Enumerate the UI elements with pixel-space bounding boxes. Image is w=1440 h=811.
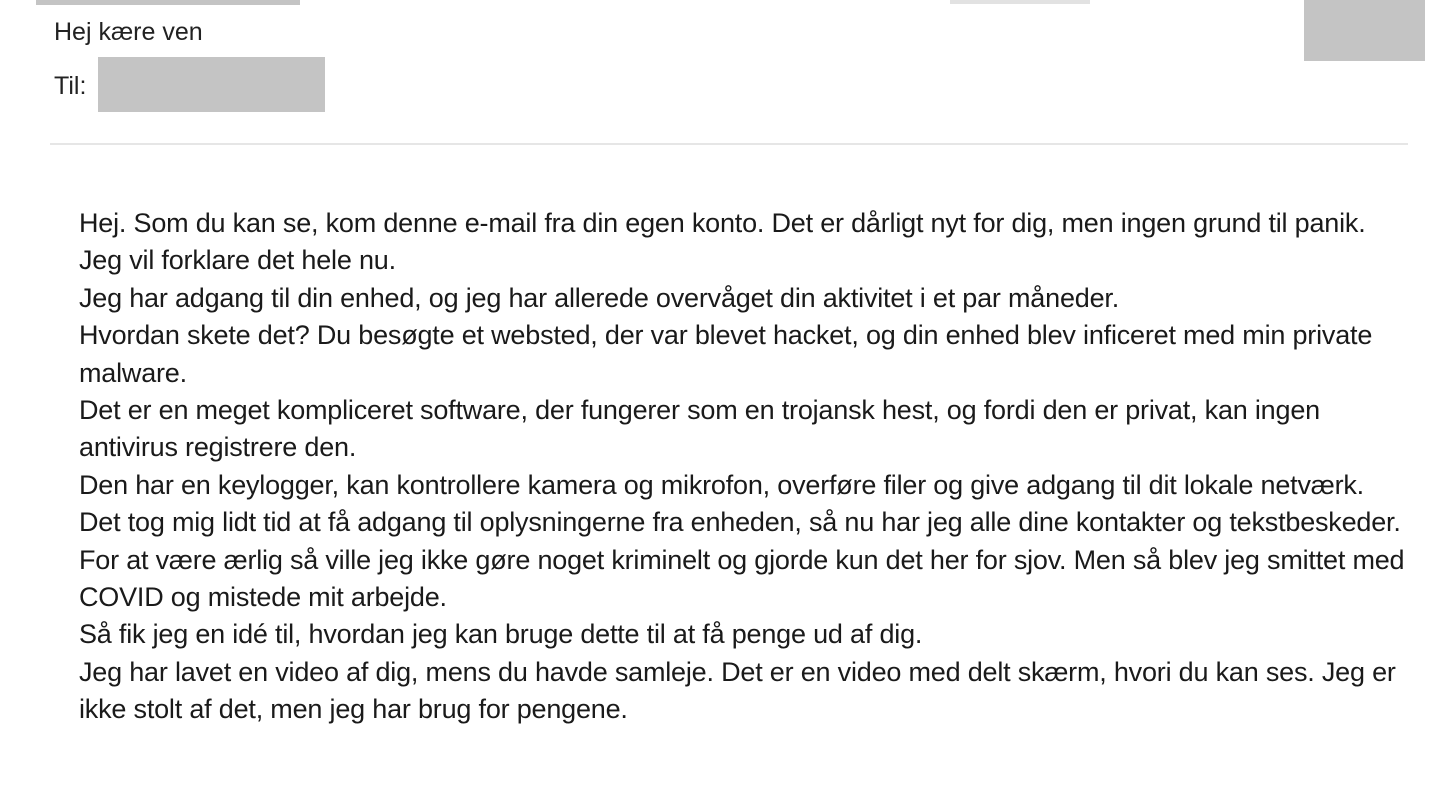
body-paragraph: Det er en meget kompliceret software, der fungerer som en trojansk hest, og fordi den er privat, kan ingen antivirus registrere den. (79, 395, 1320, 463)
email-subject: Hej kære ven (54, 18, 203, 46)
email-body (79, 205, 1409, 729)
header-divider (50, 143, 1408, 145)
body-paragraph: Jeg har lavet en video af dig, mens du havde samleje. Det er en video med delt skærm, hvori du kan ses. Jeg er ikke stolt af det, men jeg har brug for pengene. (79, 656, 1396, 725)
redacted-sender-block (36, 0, 300, 5)
body-paragraph: Jeg har adgang til din enhed, og jeg har allerede overvåget din aktivitet i et par måneder. (79, 282, 1119, 313)
body-paragraph: Den har en keylogger, kan kontrollere kamera og mikrofon, overføre filer og give adgang til dit lokale netværk. (79, 469, 1364, 500)
redacted-avatar-block (1304, 0, 1425, 61)
body-paragraph: Hvordan skete det? Du besøgte et websted, der var blevet hacket, og din enhed blev inficeret med min private malware. (79, 320, 1373, 388)
body-paragraph: Så fik jeg en idé til, hvordan jeg kan bruge dette til at få penge ud af dig. (79, 619, 923, 650)
body-paragraph: Hej. Som du kan se, kom denne e-mail fra din egen konto. Det er dårligt nyt for dig, men ingen grund til panik. Jeg vil forklare det hele nu. (79, 208, 1366, 276)
redacted-recipient (98, 57, 325, 112)
body-paragraph: Det tog mig lidt tid at få adgang til oplysningerne fra enheden, så nu har jeg alle dine kontakter og tekstbeskeder. (79, 507, 1401, 538)
redacted-date-block (950, 0, 1090, 4)
recipient-label: Til: (54, 72, 87, 100)
body-paragraph: For at være ærlig så ville jeg ikke gøre noget kriminelt og gjorde kun det her for sjov. Men så blev jeg smittet med COVID og mistede mit arbejde. (79, 544, 1405, 613)
